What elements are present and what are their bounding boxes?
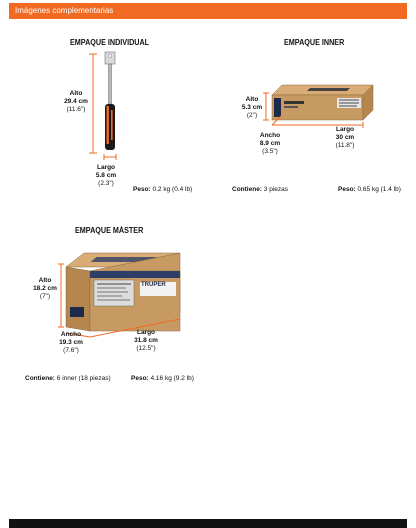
inner-contents-value: 3 piezas — [263, 186, 289, 193]
individual-length-value: 5.8 cm — [95, 172, 117, 179]
section-header-title: Imágenes complementarias — [15, 6, 114, 15]
individual-length-imperial: (2.3") — [98, 180, 114, 187]
master-length-value: 31.8 cm — [134, 337, 158, 344]
individual-title: EMPAQUE INDIVIDUAL — [70, 38, 150, 47]
master-width-value: 19.3 cm — [59, 339, 83, 346]
inner-weight-value: 0.65 kg (1.4 lb) — [357, 186, 401, 193]
inner-width-label: Ancho — [259, 132, 281, 139]
master-height — [30, 277, 60, 301]
footer-bar — [9, 519, 407, 528]
master-contents-label: Contiene: — [25, 375, 55, 382]
master-length-label: Largo — [136, 329, 156, 336]
inner-width — [256, 132, 284, 156]
individual-height-label: Alto — [69, 90, 83, 97]
inner-length — [331, 126, 359, 150]
inner-width-value: 8.9 cm — [259, 140, 281, 147]
individual-length-label: Largo — [96, 164, 116, 171]
master-height-value: 18.2 cm — [33, 285, 57, 292]
inner-contents-label: Contiene: — [232, 186, 262, 193]
inner-weight — [338, 186, 401, 193]
inner-length-value: 30 cm — [335, 134, 355, 141]
individual-weight-label: Peso: — [133, 186, 151, 193]
inner-height-label: Alto — [245, 96, 259, 103]
master-box-illustration — [56, 249, 191, 339]
individual-weight — [133, 186, 192, 193]
master-title: EMPAQUE MÁSTER — [75, 226, 144, 235]
master-height-label: Alto — [38, 277, 52, 284]
inner-contents — [232, 186, 288, 193]
inner-height-value: 5.3 cm — [241, 104, 263, 111]
inner-length-imperial: (11.8") — [335, 142, 355, 149]
individual-height-imperial: (11.6") — [66, 106, 86, 113]
inner-weight-label: Peso: — [338, 186, 356, 193]
master-weight-value: 4.16 kg (9.2 lb) — [150, 375, 194, 382]
individual-height — [62, 90, 90, 114]
inner-title: EMPAQUE INNER — [284, 38, 345, 47]
individual-length — [92, 164, 120, 188]
master-weight — [131, 375, 194, 382]
master-contents — [25, 375, 111, 382]
master-width-label: Ancho — [60, 331, 82, 338]
inner-width-imperial: (3.5") — [262, 148, 278, 155]
master-box-brand: TRUPER — [141, 282, 166, 288]
master-length — [131, 329, 161, 353]
master-width-imperial: (7.6") — [63, 347, 79, 354]
inner-length-label: Largo — [335, 126, 355, 133]
master-weight-label: Peso: — [131, 375, 149, 382]
inner-height-imperial: (2") — [246, 112, 258, 119]
inner-height — [240, 96, 264, 120]
screwdriver-illustration — [88, 48, 148, 178]
master-width — [56, 331, 86, 355]
master-contents-value: 6 inner (18 piezas) — [56, 375, 111, 382]
individual-weight-value: 0.2 kg (0.4 lb) — [152, 186, 193, 193]
master-height-imperial: (7") — [39, 293, 51, 300]
individual-height-value: 29.4 cm — [64, 98, 88, 105]
section-header — [9, 3, 407, 19]
master-length-imperial: (12.5") — [136, 345, 156, 352]
